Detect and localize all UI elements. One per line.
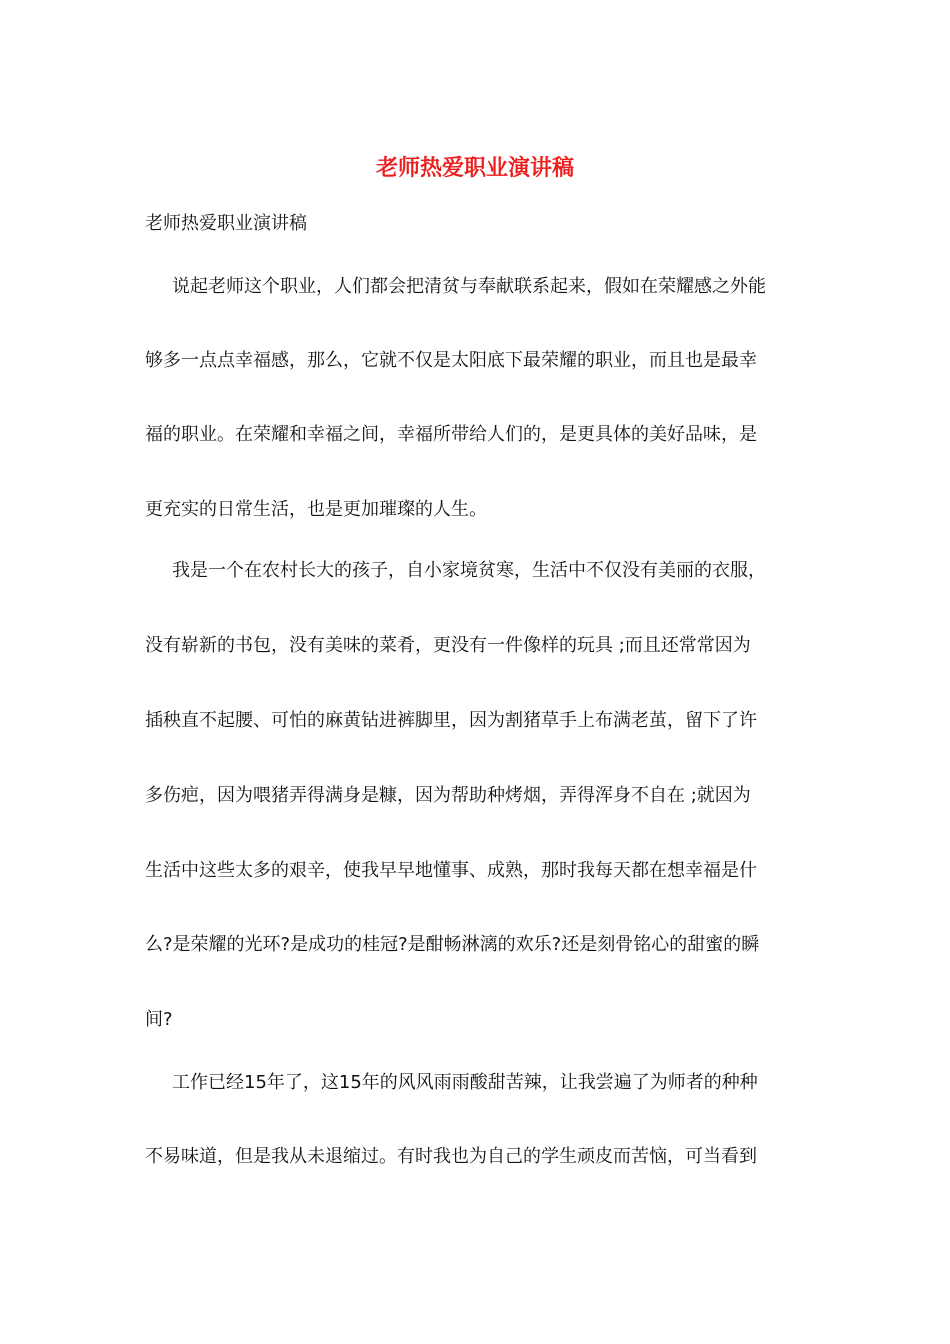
document-subtitle: 老师热爱职业演讲稿 [145,213,307,234]
body-line: 间? [145,1009,173,1030]
body-line: 不易味道，但是我从未退缩过。有时我也为自己的学生顽皮而苦恼，可当看到 [145,1146,757,1167]
body-line: 够多一点点幸福感，那么，它就不仅是太阳底下最荣耀的职业，而且也是最幸 [145,350,757,371]
body-line: 插秧直不起腰、可怕的麻黄钻进裤脚里，因为割猪草手上布满老茧，留下了许 [145,710,757,731]
body-line: 我是一个在农村长大的孩子，自小家境贫寒，生活中不仅没有美丽的衣服， [172,560,766,581]
body-line: 说起老师这个职业，人们都会把清贫与奉献联系起来，假如在荣耀感之外能 [172,276,766,297]
body-line: 么?是荣耀的光环?是成功的桂冠?是酣畅淋漓的欢乐?还是刻骨铭心的甜蜜的瞬 [145,934,760,955]
body-line: 生活中这些太多的艰辛，使我早早地懂事、成熟，那时我每天都在想幸福是什 [145,860,757,881]
body-line: 福的职业。在荣耀和幸福之间，幸福所带给人们的，是更具体的美好品味，是 [145,424,757,445]
body-line: 多伤疤，因为喂猪弄得满身是糠，因为帮助种烤烟，弄得浑身不自在 ;就因为 [145,785,751,806]
body-line: 更充实的日常生活，也是更加璀璨的人生。 [145,499,487,520]
document-title: 老师热爱职业演讲稿 [375,155,574,181]
body-line: 工作已经15年了，这15年的风风雨雨酸甜苦辣，让我尝遍了为师者的种种 [172,1072,758,1093]
body-line: 没有崭新的书包，没有美味的菜肴，更没有一件像样的玩具 ;而且还常常因为 [145,635,751,656]
